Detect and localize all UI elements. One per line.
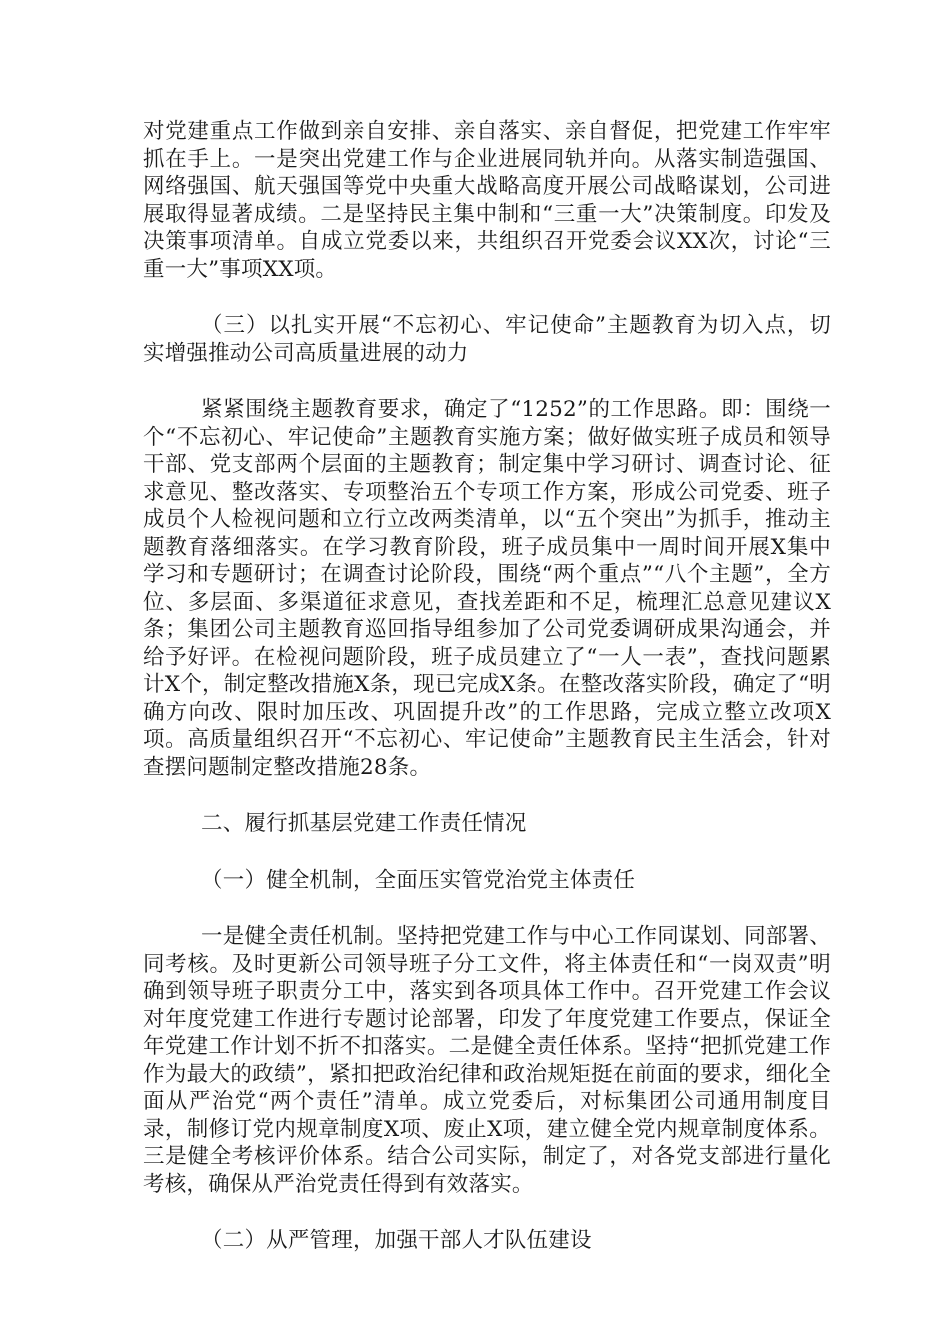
paragraph-party-building-priorities: 对党建重点工作做到亲自安排、亲自落实、亲自督促，把党建工作牢牢抓在手上。一是突出党建工作与企业进展同轨并向。从落实制造强国、网络强国、航天强国等党中央重大战略高度开展公司战略谋划，公司进展取得显著成绩。二是坚持民主集中制和“三重一大”决策制度。印发及决策事项清单。自成立党委以来，共组织召开党委会议XX次，讨论“三重一大”事项XX项。	[143, 119, 831, 282]
paragraph-theme-education: 紧紧围绕主题教育要求，确定了“1252”的工作思路。即：围绕一个“不忘初心、牢记使命”主题教育实施方案；做好做实班子成员和领导干部、党支部两个层面的主题教育；制定集中学习研讨、调查讨论、征求意见、整改落实、专项整治五个专项工作方案，形成公司党委、班子成员个人检视问题和立行立改两类清单，以“五个突出”为抓手，推动主题教育落细落实。在学习教育阶段，班子成员集中一周时间开展X集中学习和专题研讨；在调查讨论阶段，围绕“两个重点”“八个主题”，全方位、多层面、多渠道征求意见，查找差距和不足，梳理汇总意见建议X条；集团公司主题教育巡回指导组参加了公司党委调研成果沟通会，并给予好评。在检视问题阶段，班子成员建立了“一人一表”，查找问题累计X个，制定整改措施X条，现已完成X条。在整改落实阶段，确定了“明确方向改、限时加压改、巩固提升改”的工作思路，完成立整立改项X项。高质量组织召开“不忘初心、牢记使命”主题教育民主生活会，针对查摆问题制定整改措施28条。	[143, 397, 831, 780]
heading-subsection-one: （一）健全机制，全面压实管党治党主体责任	[201, 867, 636, 893]
paragraph-responsibility-mechanism: 一是健全责任机制。坚持把党建工作与中心工作同谋划、同部署、同考核。及时更新公司领导班子分工文件，将主体责任和“一岗双责”明确到领导班子职责分工中，落实到各项具体工作中。召开党建工作会议对年度党建工作进行专题讨论部署，印发了年度党建工作要点，保证全年党建工作计划不折不扣落实。二是健全责任体系。坚持“把抓党建工作作为最大的政绩”，紧扣把政治纪律和政治规矩挺在前面的要求，细化全面从严治党“两个责任”清单。成立党委后，对标集团公司通用制度目录，制修订党内规章制度X项、废止X项，建立健全党内规章制度体系。三是健全考核评价体系。结合公司实际，制定了，对各党支部进行量化考核，确保从严治党责任得到有效落实。	[143, 924, 831, 1197]
heading-subsection-two: （二）从严管理，加强干部人才队伍建设	[201, 1228, 592, 1253]
heading-part-two: 二、履行抓基层党建工作责任情况	[201, 811, 527, 836]
heading-section-three: （三）以扎实开展“不忘初心、牢记使命”主题教育为切入点，切实增强推动公司高质量进展的动力	[143, 313, 831, 366]
document-page	[143, 118, 831, 1255]
